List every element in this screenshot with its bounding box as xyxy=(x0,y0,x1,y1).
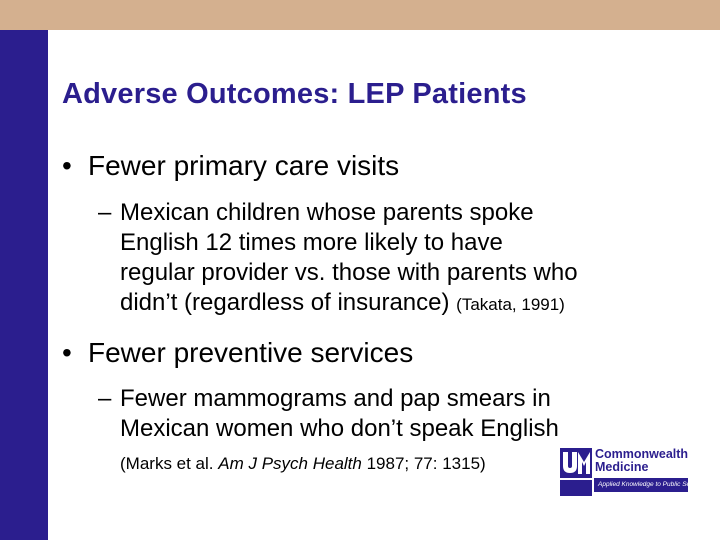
sub-line-text: didn’t (regardless of insurance) xyxy=(120,289,450,316)
bullet-1 xyxy=(62,150,399,182)
logo-tagline: Applied Knowledge to Public Service xyxy=(594,478,688,492)
top-decorative-bar xyxy=(0,0,720,30)
bullet-1-text: Fewer primary care visits xyxy=(88,150,400,181)
citation-journal: Am J Psych Health xyxy=(218,454,362,473)
slide-title: Adverse Outcomes: LEP Patients xyxy=(62,78,527,110)
sub-line-with-citation xyxy=(98,288,578,320)
sub-line: Mexican children whose parents spoke xyxy=(120,199,534,226)
citation-prefix: (Marks et al. xyxy=(120,454,219,473)
logo-text-line-2: Medicine xyxy=(595,460,649,474)
bullet-1-subpoint xyxy=(98,198,578,320)
commonwealth-medicine-logo xyxy=(560,447,704,496)
logo-text-line-1: Commonwealth xyxy=(595,447,689,461)
citation: (Takata, 1991) xyxy=(456,295,565,314)
sub-line: Fewer mammograms and pap smears in xyxy=(120,385,551,412)
citation-suffix: 1987; 77: 1315) xyxy=(361,454,486,473)
sub-line: regular provider vs. those with parents who xyxy=(120,259,578,286)
citation-marks xyxy=(120,454,486,474)
bullet-2-subpoint xyxy=(98,384,559,444)
sub-bullet-dash: – xyxy=(98,199,112,226)
bullet-marker: • xyxy=(62,150,72,181)
sub-line: Mexican women who don’t speak English xyxy=(120,415,559,442)
bullet-2-text: Fewer preventive services xyxy=(88,337,414,368)
bullet-2 xyxy=(62,337,413,369)
bullet-marker: • xyxy=(62,337,72,368)
umass-medical-school-mark-icon xyxy=(560,448,592,496)
left-decorative-bar xyxy=(0,30,48,540)
sub-line: English 12 times more likely to have xyxy=(120,229,503,256)
sub-bullet-dash: – xyxy=(98,385,112,412)
